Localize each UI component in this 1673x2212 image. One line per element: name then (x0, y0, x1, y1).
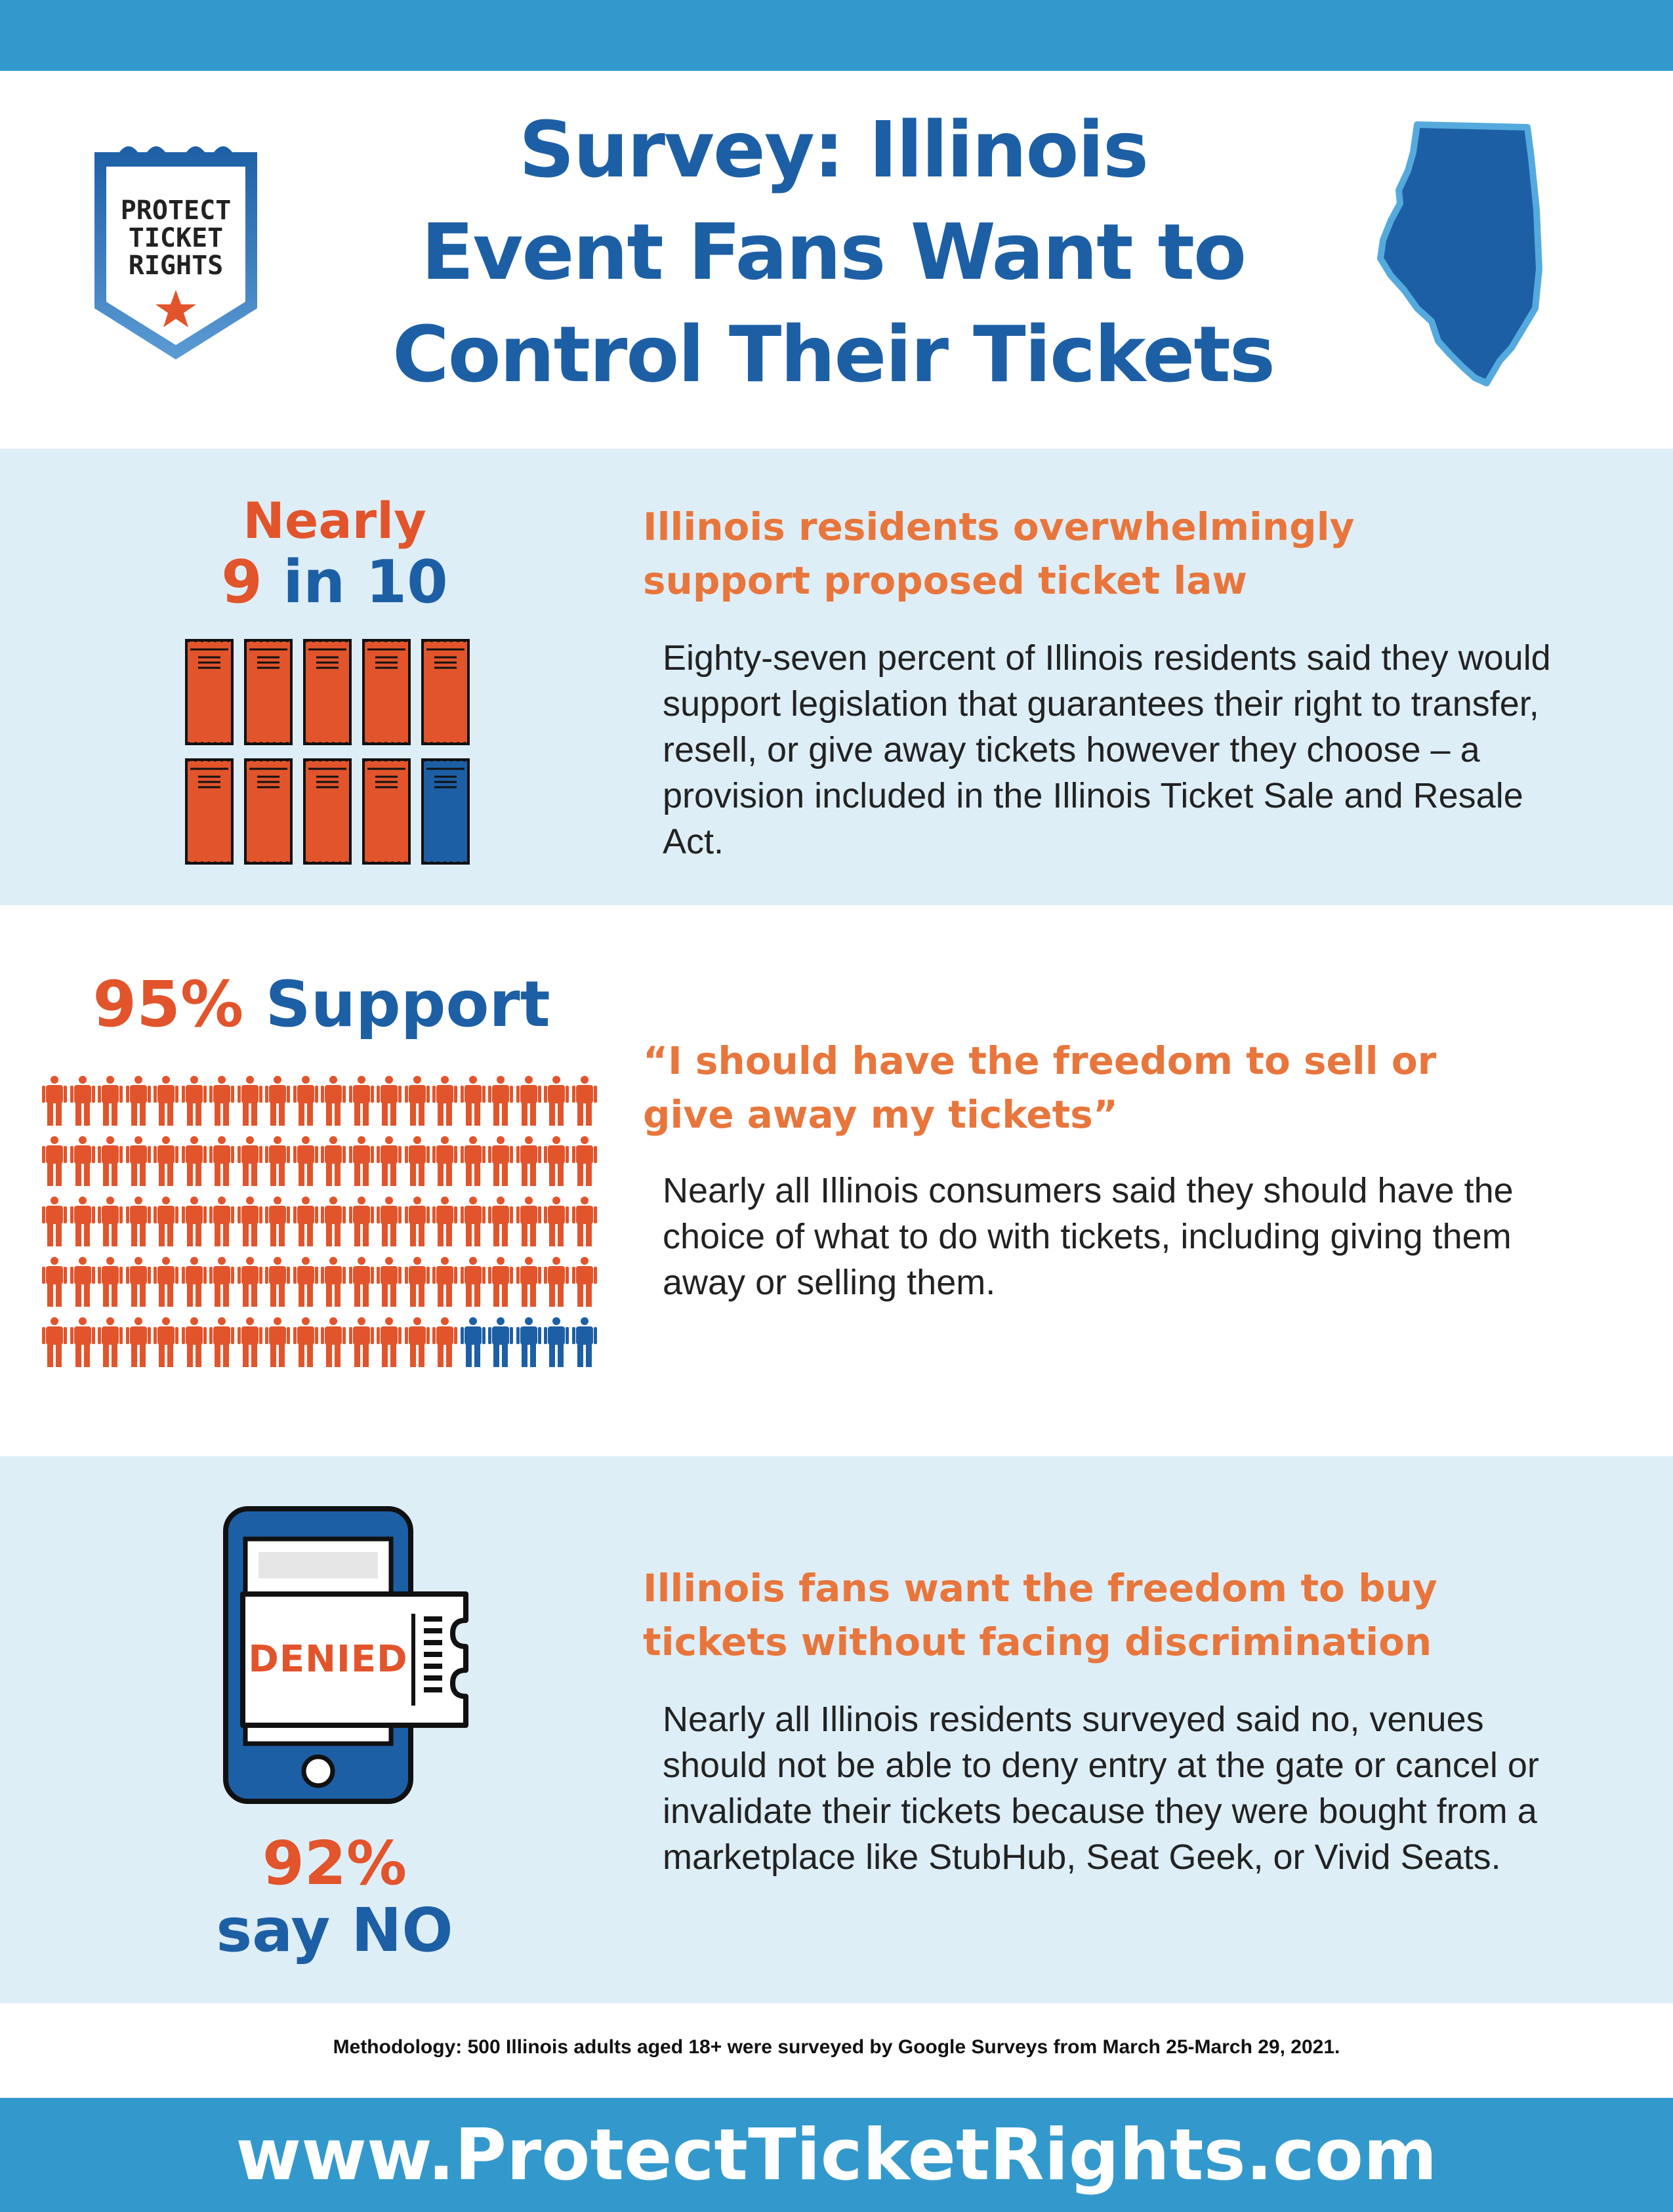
person-icon (432, 1257, 461, 1309)
person-icon (126, 1076, 154, 1128)
person-icon (182, 1136, 210, 1189)
person-icon (432, 1317, 461, 1370)
stat-percent: 92% (262, 1828, 407, 1898)
person-icon (432, 1076, 461, 1128)
person-icon (209, 1257, 238, 1309)
person-icon (209, 1197, 238, 1249)
person-icon (461, 1257, 489, 1309)
person-icon (238, 1317, 266, 1370)
person-icon (461, 1136, 489, 1189)
logo-line: RIGHTS (128, 251, 224, 281)
person-icon (238, 1136, 266, 1189)
person-icon (42, 1197, 70, 1249)
person-icon (377, 1136, 405, 1189)
person-icon (265, 1197, 293, 1249)
person-icon (405, 1076, 433, 1128)
section-heading: Illinois residents overwhelmingly support proposed ticket law (643, 504, 1355, 603)
ticket-icon (362, 758, 411, 867)
person-icon (349, 1136, 377, 1189)
section-heading: Illinois fans want the freedom to buy tickets without facing discrimination (643, 1566, 1437, 1664)
person-icon (126, 1136, 154, 1189)
stat-words: say NO (216, 1895, 453, 1965)
person-icon (544, 1257, 572, 1309)
stat-percent: 95% (93, 968, 244, 1041)
person-icon (405, 1317, 433, 1370)
person-icon (516, 1197, 545, 1249)
person-icon (154, 1317, 182, 1370)
logo-text (91, 197, 261, 279)
people-pictogram (42, 1076, 600, 1370)
person-icon (461, 1197, 489, 1249)
person-icon (377, 1197, 405, 1249)
person-icon (516, 1317, 545, 1370)
person-icon (572, 1317, 600, 1370)
stat-nine-in-ten (177, 492, 492, 615)
person-icon (293, 1197, 321, 1249)
person-icon (461, 1317, 489, 1370)
person-icon (432, 1197, 461, 1249)
person-icon (377, 1317, 405, 1370)
person-icon (544, 1197, 572, 1249)
stat-92-say-no (177, 1830, 492, 1964)
person-icon (265, 1257, 293, 1309)
title-line: Event Fans Want to (421, 207, 1246, 297)
person-icon (98, 1257, 126, 1309)
person-icon (488, 1317, 516, 1370)
person-icon (321, 1136, 349, 1189)
ticket-icon (185, 758, 234, 867)
person-icon (98, 1317, 126, 1370)
person-icon (70, 1317, 98, 1370)
person-icon (182, 1317, 210, 1370)
person-icon (70, 1076, 98, 1128)
person-icon (70, 1197, 98, 1249)
person-icon (42, 1136, 70, 1189)
ticket-icon (303, 758, 352, 867)
section-body: Nearly all Illinois consumers said they should have the choice of what to do with tickets, including giving them away or selling them. (663, 1171, 1514, 1302)
person-icon (405, 1197, 433, 1249)
person-icon (182, 1076, 210, 1128)
ticket-icon (185, 639, 234, 748)
stat-label: Nearly (243, 491, 426, 550)
section3-text (643, 1561, 1561, 1880)
ticket-icon (244, 639, 293, 748)
person-icon (126, 1317, 154, 1370)
person-icon (349, 1317, 377, 1370)
person-icon (238, 1257, 266, 1309)
person-icon (209, 1076, 238, 1128)
person-icon (209, 1136, 238, 1189)
person-icon (182, 1197, 210, 1249)
person-icon (349, 1257, 377, 1309)
denied-label: DENIED (248, 1638, 408, 1681)
phone-denied-ticket-icon (217, 1502, 492, 1811)
stat-95-support (39, 968, 604, 1040)
person-icon (572, 1197, 600, 1249)
illinois-map-icon (1371, 118, 1555, 394)
person-icon (42, 1076, 70, 1128)
logo-line: PROTECT (120, 195, 232, 226)
person-icon (349, 1197, 377, 1249)
person-icon (544, 1136, 572, 1189)
person-icon (405, 1136, 433, 1189)
person-icon (377, 1076, 405, 1128)
website-link[interactable]: www.ProtectTicketRights.com (236, 2114, 1437, 2196)
person-icon (265, 1136, 293, 1189)
person-icon (126, 1257, 154, 1309)
ticket-shield-logo-icon (91, 138, 261, 364)
person-icon (70, 1136, 98, 1189)
section1-text (643, 500, 1561, 865)
person-icon (405, 1257, 433, 1309)
person-icon (377, 1257, 405, 1309)
page-title (276, 98, 1391, 405)
section-heading: “I should have the freedom to sell or give away my tickets” (643, 1038, 1437, 1137)
person-icon (572, 1136, 600, 1189)
person-icon (293, 1136, 321, 1189)
person-icon (461, 1076, 489, 1128)
person-icon (42, 1317, 70, 1370)
person-icon (98, 1076, 126, 1128)
title-line: Survey: Illinois (518, 104, 1148, 195)
ticket-icon (303, 639, 352, 748)
person-icon (544, 1317, 572, 1370)
person-icon (349, 1076, 377, 1128)
person-icon (154, 1076, 182, 1128)
person-icon (488, 1136, 516, 1189)
ticket-icon (421, 639, 470, 748)
person-icon (238, 1197, 266, 1249)
person-icon (98, 1197, 126, 1249)
person-icon (238, 1076, 266, 1128)
person-icon (126, 1197, 154, 1249)
person-icon (265, 1317, 293, 1370)
top-bar (0, 0, 1673, 71)
person-icon (321, 1197, 349, 1249)
person-icon (98, 1136, 126, 1189)
person-icon (293, 1076, 321, 1128)
person-icon (516, 1136, 545, 1189)
stat-number: 9 (221, 548, 262, 617)
person-icon (42, 1257, 70, 1309)
ticket-icon (362, 639, 411, 748)
person-icon (154, 1257, 182, 1309)
section-body: Eighty-seven percent of Illinois residents said they would support legislation that guarantees their right to transfer, resell, or give away tickets however they choose – a provision included in the Illinois Ticket Sale and Resale Act. (663, 638, 1551, 861)
person-icon (544, 1076, 572, 1128)
section-body: Nearly all Illinois residents surveyed said no, venues should not be able to deny entry at the gate or cancel or invalidate their tickets because they were bought from a marketplace like StubHub, Seat Geek, or Vivid Seats. (663, 1700, 1539, 1877)
person-icon (488, 1076, 516, 1128)
logo-line: TICKET (128, 223, 224, 253)
person-icon (154, 1197, 182, 1249)
stat-suffix: in 10 (283, 548, 448, 617)
person-icon (293, 1257, 321, 1309)
person-icon (516, 1257, 545, 1309)
stat-word: Support (265, 968, 550, 1041)
person-icon (516, 1076, 545, 1128)
title-line: Control Their Tickets (392, 309, 1274, 399)
person-icon (488, 1257, 516, 1309)
ticket-icon (244, 758, 293, 867)
person-icon (154, 1136, 182, 1189)
person-icon (321, 1317, 349, 1370)
person-icon (182, 1257, 210, 1309)
person-icon (265, 1076, 293, 1128)
person-icon (432, 1136, 461, 1189)
stat-value (177, 550, 492, 615)
person-icon (209, 1317, 238, 1370)
person-icon (70, 1257, 98, 1309)
ticket-pictogram (185, 639, 470, 867)
ticket-icon (421, 758, 470, 867)
person-icon (321, 1257, 349, 1309)
methodology-note: Methodology: 500 Illinois adults aged 18+ were surveyed by Google Surveys from March 25-March 29, 2021. (333, 2036, 1340, 2058)
person-icon (572, 1076, 600, 1128)
person-icon (293, 1317, 321, 1370)
section2-text (643, 1034, 1561, 1305)
person-icon (321, 1076, 349, 1128)
person-icon (572, 1257, 600, 1309)
person-icon (488, 1197, 516, 1249)
